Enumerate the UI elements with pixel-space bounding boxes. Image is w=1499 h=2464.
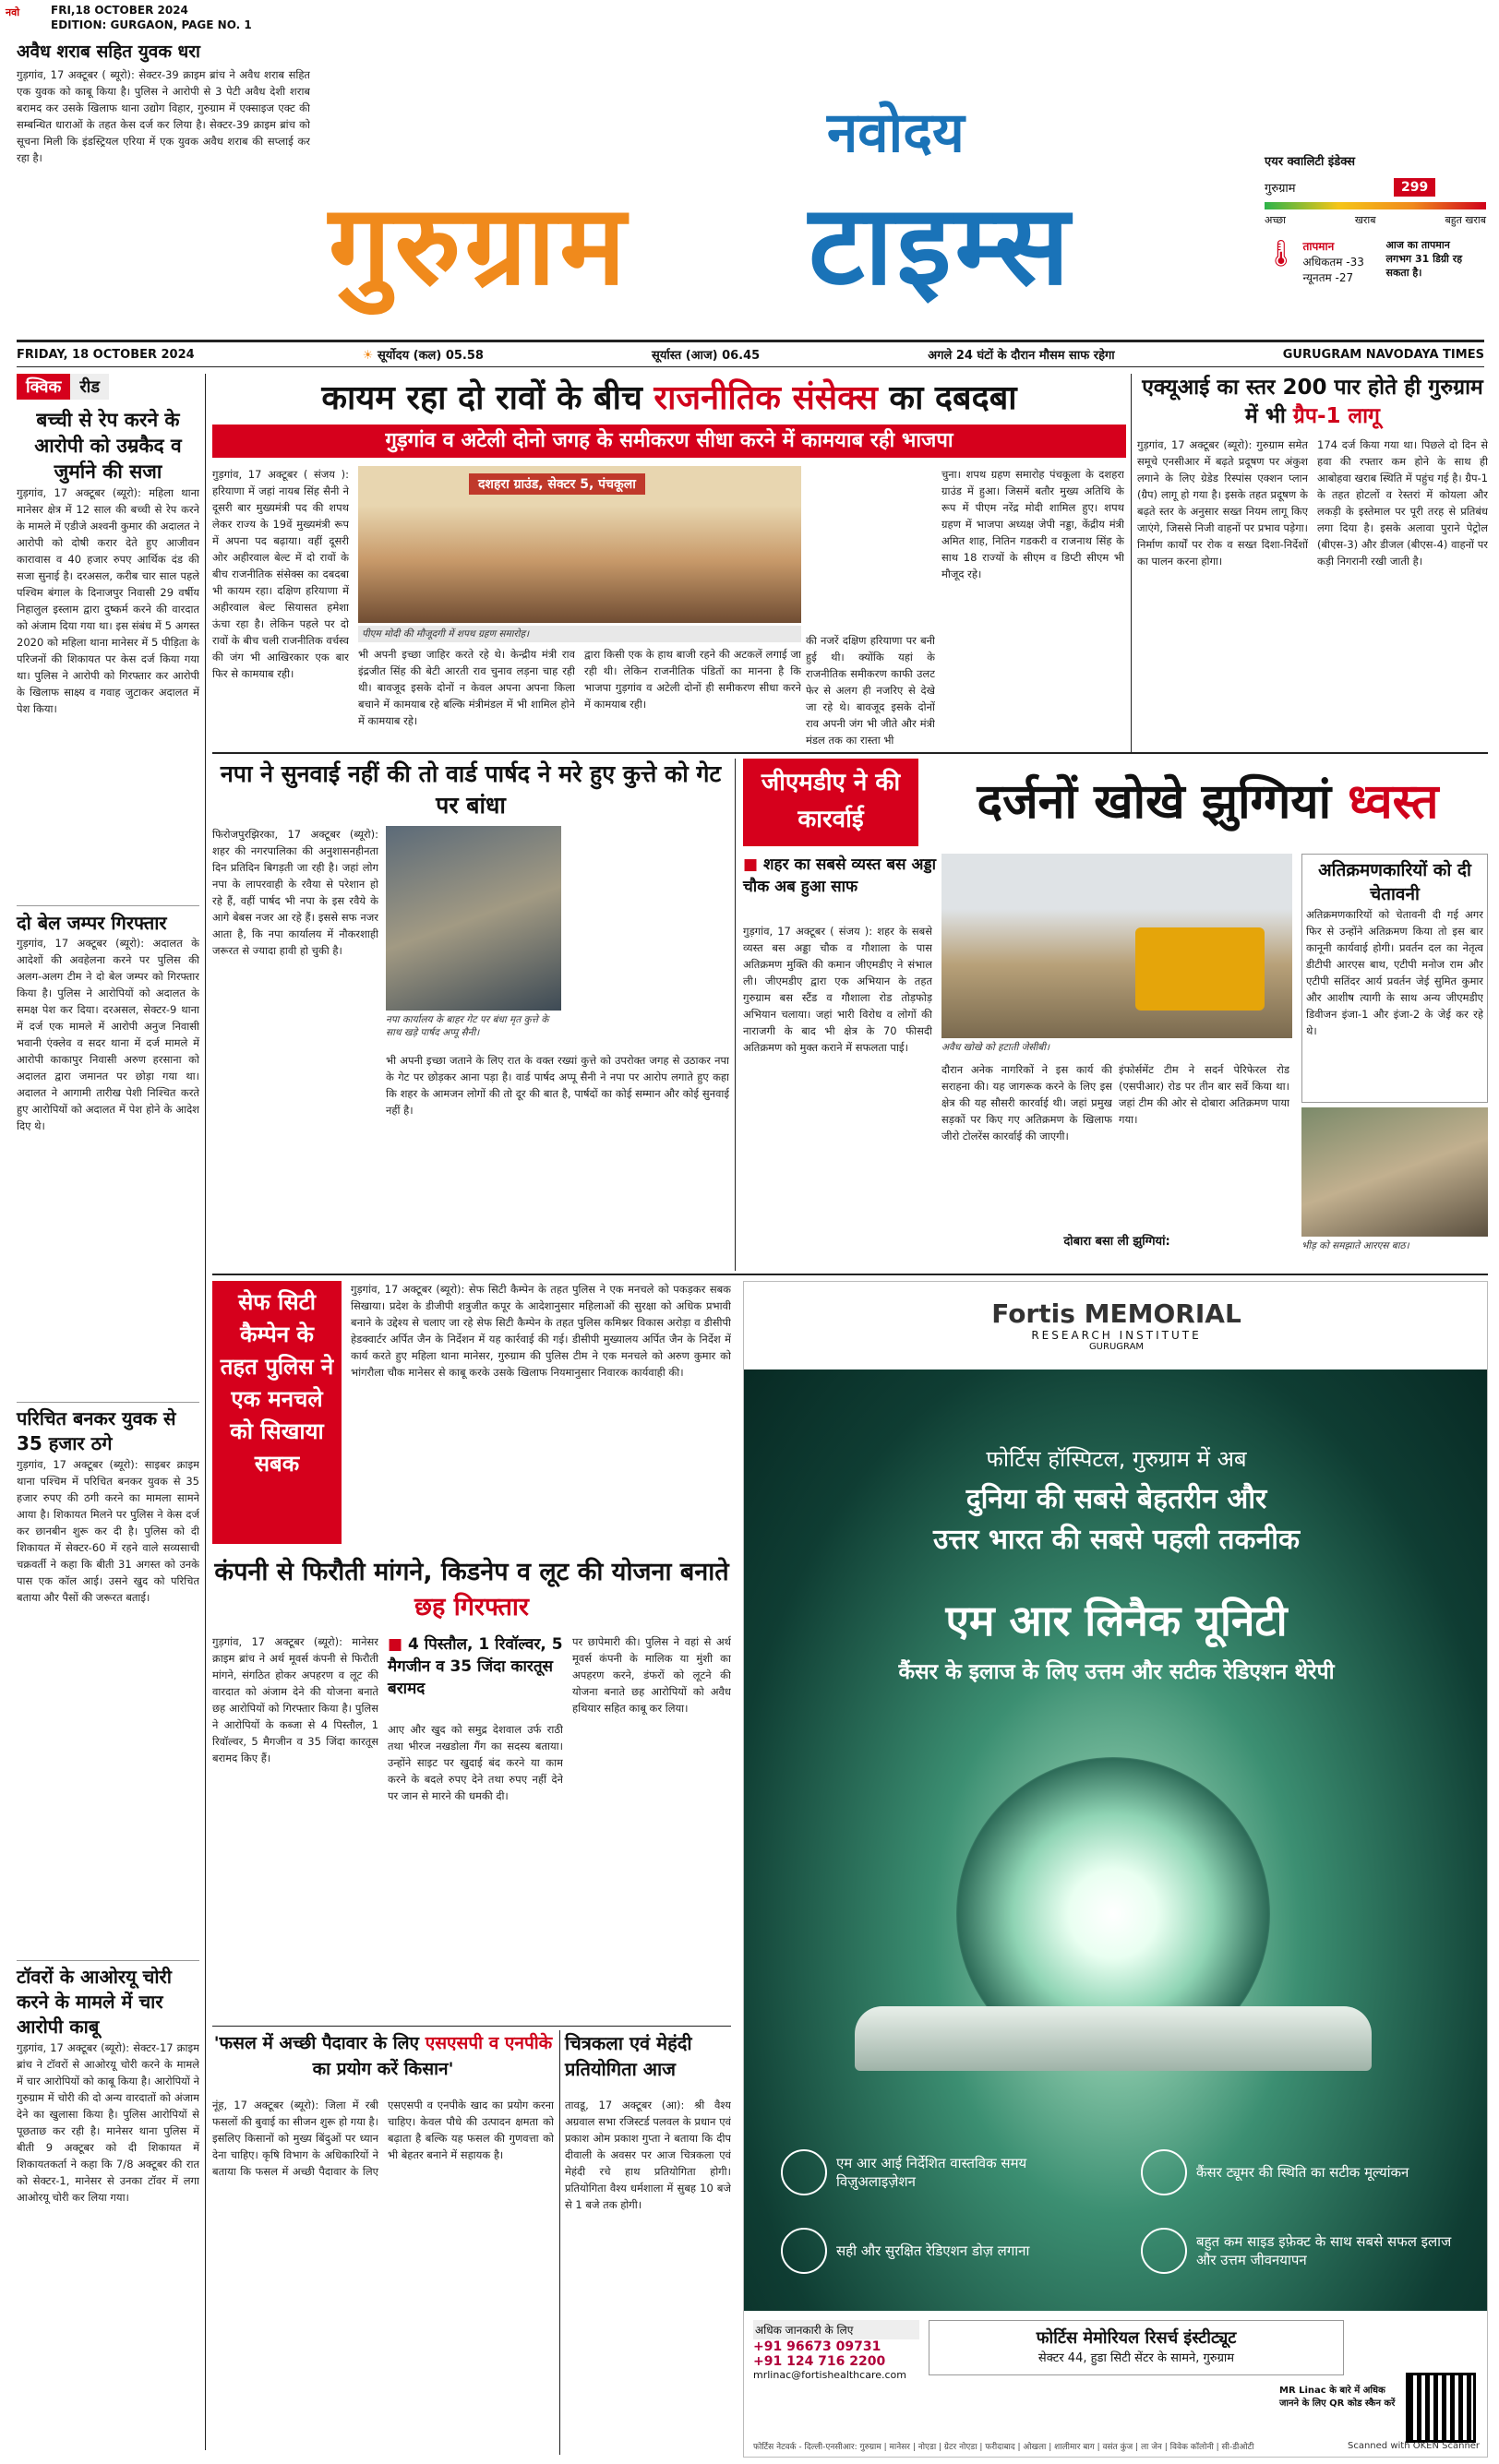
quick-s2-head: दो बेल जम्पर गिरफ्तार: [17, 905, 199, 935]
gmda-body2: दौरान अनेक नागरिकों ने इस कार्य की सराहना की। यह जागरूक करने के लिए इस क्षेत्र की यह सौसरी कारर्वाई थी। जहां प्रमुख सड़कों पर किए गए अतिक्रमण के खिलाफ जीरो टोलरेंस कारर्वाई की जाएगी।: [941, 1063, 1112, 1142]
safe-body: गुड़गांव, 17 अक्टूबर (ब्यूरो): सेफ सिटी कैम्पेन के तहत पुलिस ने एक मनचले को पकड़कर सबक सिखाया। प्रदेश के डीजीपी शत्रुजीत कपूर के आदेशानुसार महिलाओं की सुरक्षा को अधिक प्रभावी बनाने के उद्देश्य से चलाए जा रहे सेफ सिटी कैम्पेन के तहत पुलिस कमिश्नर विकास अरोड़ा व डीसीपी हेडक्वार्टर अर्पित जैन के निर्देशन में यह कार्रवाई की गई। डीसीपी मुख्यालय अर्पित जैन के निर्देश में कार्य करते हुए महिला थाना मानेसर, गुरुग्राम की पुलिस टीम ने एक मनचले को अरुण कुमार को भांगरौला चौक मानेसर से काबू करके उसके खिलाफ नियमानुसार निवारक कार्यवाही की।: [351, 1283, 731, 1379]
aqi-story-body2: 174 दर्ज किया गया था। पिछले दो दिन से हवा की रफ्तार कम होने के साथ ही आबोहवा खराब स्थिति में पहुंच गई है। ग्रैप-1 के तहत होटलों व रेस्तरां में कोयला और लकड़ी के इस्तेमाल पर पूरी तरह से प्रतिबंध लगा दिया है। इसके अलावा पुराने पेट्रोल (बीएस-3) और डीजल (बीएस-4) वाहनों पर कड़ी निगरानी रखी जाती है।: [1317, 438, 1488, 568]
sunset: सूर्यास्त (आज) 06.45: [652, 349, 761, 363]
lead-col3: द्वारा किसी एक के हाथ बाजी रहने की अटकलें लगाई जा रही थी। लेकिन राजनीतिक पंडितों का मानना है कि भाजपा गुड़गांव व अटेली दोनों ही समीकरण सीधा करने में कामयाब रही।: [584, 648, 801, 711]
masthead-title-right: टाइम्स: [809, 182, 1073, 310]
fortis-address: सेक्टर 44, हुडा सिटी सेंटर के सामने, गुरुग्राम: [1037, 2351, 1235, 2365]
brief-headline: अवैध शराब सहित युवक धरा: [17, 42, 200, 62]
aqi-legend-good: अच्छा: [1265, 214, 1287, 226]
aqi-story-body1: गुड़गांव, 17 अक्टूबर (ब्यूरो): गुरुग्राम समेत समूचे एनसीआर में बढ़ते प्रदूषण पर अंकुश लगाने के लिए ग्रेडेड रिस्पांस एक्शन प्लान (ग्रैप) लागू हो गया है। इसके तहत प्रदूषण के बढ़ते स्तर के अनुसार सख्त नियम लागू किए जाएंगे, जिससे निजी वाहनों पर प्रभाव पड़ेगा। निर्माण कार्यों पर रोक व सख्त दिशा-निर्देशों का पालन करना होगा।: [1137, 438, 1308, 568]
masthead: [310, 37, 1279, 332]
weather-note: आज का तापमान लगभग 31 डिग्री रह सकता है।: [1385, 239, 1463, 279]
quick-s2-body: गुड़गांव, 17 अक्टूबर (ब्यूरो): अदालत के आदेशों की अवहेलना करने पर पुलिस की अलग-अलग टीम ने दो बेल जम्पर को गिरफ्तार किया है। पुलिस ने आरोपियों को अदालत के समक्ष पेश कर दिया। दरअसल, सेक्टर-9 थाना में दर्ज एक मामले में आरोपी अनुज निवासी भवानी एंक्लेव व सदर थाना में दर्ज मामले में आरोपी काकापुर निवासी अरुण हरसाना को अदालत द्वारा जमानत पर छोड़ा गया था। अदालत ने आगामी तारीख पेशी निश्चित करते हुए आरोपियों को अदालत में पेश होने के आदेश दिए थे।: [17, 937, 199, 1132]
lead-headline-c: का दबदबा: [889, 379, 1017, 417]
safe-box: सेफ सिटी कैम्पेन के तहत पुलिस ने एक मनचले को सिखाया सबक: [212, 1281, 342, 1544]
quick-s3-head: परिचित बनकर युवक से 35 हजार ठगे: [17, 1402, 199, 1456]
lead-headline: [212, 374, 1126, 424]
aqi-story-head: [1137, 374, 1488, 431]
fortis-ad: [743, 1281, 1488, 2458]
fortis-contact-label: अधिक जानकारी के लिए: [753, 2320, 919, 2339]
sun-icon: ☀: [362, 349, 374, 363]
napa-headline: नपा ने सुनवाई नहीं की तो वार्ड पार्षद ने मरे हुए कुत्ते को गेट पर बांधा: [220, 760, 722, 819]
quick-s3-body: गुड़गांव, 17 अक्टूबर (ब्यूरो): साइबर क्राइम थाना पश्चिम में परिचित बनकर युवक से 35 हजार रुपए की ठगी करने का मामला सामने आया है। शिकायत मिलने पर पुलिस ने केस दर्ज कर छानबीन शुरू कर दी है। पुलिस को दी शिकायत में सेक्टर-60 में रहने वाले सव्यसाची चक्रवर्ती ने कहा कि बीती 31 अगस्त को उनके पास एक कॉल आई। उसने खुद को परिचित बताया और पैसों की जरूरत बताई।: [17, 1458, 199, 1604]
gmda-sub-text: शहर का सबसे व्यस्त बस अड्डा चौक अब हुआ साफ: [743, 855, 937, 896]
gmda-headline-b: ध्वस्त: [1348, 774, 1439, 830]
farm-headline-c: का प्रयोग करें किसान': [312, 2059, 454, 2079]
col-rule-3: [735, 759, 736, 1271]
fortis-feature-1-text: एम आर आई निर्देशित वास्तविक समय विज़ुअलाइज़ेशन: [836, 2155, 1027, 2190]
fortis-phone2[interactable]: +91 124 716 2200: [753, 2354, 886, 2369]
aqi-bar: [1265, 202, 1486, 209]
farm-body: नूंह, 17 अक्टूबर (ब्यूरो): जिला में रबी फसलों की बुवाई का सीजन शुरू हो गया है। इसलिए किसानों को मुख्य बिंदुओं पर ध्यान देना चाहिए। कृषि विभाग के अधिकारियों ने बताया कि फसल में अच्छी पैदावार के लिए एसएसपी व एनपीके खाद का प्रयोग करना चाहिए। केवल पौधे की उत्पादन क्षमता को बढ़ाता है बल्कि यह फसल की गुणवत्ता को भी बेहतर बनाने में सहायक है।: [212, 2099, 554, 2178]
fortis-footer: [744, 2311, 1488, 2458]
aqi-city: गुरुग्राम: [1265, 182, 1296, 196]
hrule-2: [212, 1274, 1488, 1275]
top-edition: EDITION: GURGAON, PAGE NO. 1: [51, 18, 252, 31]
fortis-brand: Fortis MEMORIAL: [991, 1298, 1241, 1329]
aqi-legend-verybad: बहुत खराब: [1445, 214, 1486, 226]
quick-tag-b: रीड: [70, 374, 109, 400]
brief-body: गुड़गांव, 17 अक्टूबर ( ब्यूरो): सेक्टर-39 क्राइम ब्रांच ने अवैध शराब सहित एक युवक को काबू किया है। पुलिस ने आरोपी से 3 पेटी अवैध देशी शराब बरामद कर उसके खिलाफ थाना उद्योग विहार, गुरुग्राम में एक्साइज एक्ट की सम्बन्धित धाराओं के तहत केस दर्ज कर लिया है। सेक्टर-39 क्राइम ब्रांच को सूचना मिली कि इंडस्ट्रियल एरिया में एक युवक अवैध शराब की सप्लाई कर रहा है।: [17, 68, 310, 164]
masthead-title-left: गुरुग्राम: [329, 182, 630, 310]
fortis-feature-2: [1141, 2145, 1455, 2200]
napa-body2: भी अपनी इच्छा जताने के लिए रात के वक्त रख्यां कुत्ते को उपरोक्त जगह से उठाकर नपा के गेट पर छोड़कर आना पड़ा है। वार्ड पार्षद अप्पू सैनी ने नपा पर आरोप लगाते हुए कहा कि शहर के आमजन लोगों की तो दूर की बात है, पार्षदों का कोई सम्मान और कोई सुनवाई नहीं है।: [386, 1054, 729, 1117]
fortis-inst: फोर्टिस मेमोरियल रिसर्च इंस्टीट्यूट: [1036, 2328, 1237, 2348]
kidnap-body3: पर छापेमारी की। पुलिस ने वहां से अर्थ मूवर्स कंपनी के मालिक या मुंशी का अपहरण करने, डंफरों को लूटने की योजना बनाते छह आरोपियों को अवैध हथियार सहित काबू कर लिया।: [572, 1635, 731, 1715]
bullet-icon: ■: [743, 855, 759, 874]
kidnap-body2: आए और खुद को समुद्र देशवाल उर्फ राठी तथा भीरज नखडोला गैंग का सदस्य बताया। उन्होंने साइट पर खुदाई बंद करने या काम करने के बदले रुपए देने तथा रुपए नहीं देने पर जान से मारने की धमकी दी।: [388, 1723, 563, 1802]
kidnap-headline-b: छह गिरफ्तार: [414, 1593, 529, 1621]
fortis-email[interactable]: mrlinac@fortishealthcare.com: [753, 2369, 906, 2381]
gmda-body1: गुड़गांव, 17 अक्टूबर ( संजय ): शहर के सबसे व्यस्त बस अड्डा चौक व गौशाला के पास अतिक्रमण मुक्ति की कमान जीएमडीए ने संभाल ली। जीएमडीए द्वारा एक अभियान के तहत गुरुग्राम बस स्टैंड व गौशाला रोड तोड़फोड़ अभियान चलाया। जहां भारी विरोध व लोगों की नाराजगी के बाद भी क्षेत्र के 70 फीसदी अतिक्रमण को मुक्त कराने में सफलता पाई।: [743, 925, 932, 1054]
thermometer-icon: 🌡: [1265, 238, 1298, 269]
gmda-caption-left: अवैध खोखे को हटाती जेसीबी।: [941, 1042, 1049, 1053]
aqi-label: एयर क्वालिटी इंडेक्स: [1265, 155, 1356, 169]
quick-s1-body: गुड़गांव, 17 अक्टूबर (ब्यूरो): महिला थाना मानेसर क्षेत्र में 12 साल की बच्ची से रेप करने के मामले में एडीजे अश्वनी कुमार की अदालत ने आरोपी को दोषी करार देते हुए आजीवन कारावास व 40 हजार रुपए आर्थिक दंड की सजा सुनाई है। दरअसल, करीब चार साल पहले पश्चिम बंगाल के दिनाजपुर निवासी 29 वर्षीय निहालुल इस्लाम द्वारा दुष्कर्म करने की वारदात को अंजाम दिया गया था। इस संबंध में 5 अगस्त 2020 को महिला थाना मानेसर में 5 पीड़िता के परिजनों की शिकायत पर केस दर्ज किया गया था। पुलिस ने आरोपी को गिरफ्तार कर आरोपी के खिलाफ साक्ष्य व गवाह जुटाकर अदालत में पेश किया।: [17, 486, 199, 715]
fortis-line3: उत्तर भारत की सबसे पहली तकनीक: [932, 1524, 1301, 1556]
lead-headline-b: राजनीतिक संसेक्स: [654, 379, 878, 417]
gmda-photo-left: [941, 854, 1292, 1038]
fortis-inst-box: [929, 2320, 1344, 2375]
top-date: FRI,18 OCTOBER 2024: [51, 4, 188, 17]
fortis-brand-sub: RESEARCH INSTITUTE: [1031, 1329, 1202, 1342]
lead-col1: गुड़गांव, 17 अक्टूबर ( संजय ): हरियाणा में जहां नायब सिंह सैनी ने दूसरी बार मुख्यमंत्री पद की शपथ लेकर राज्य के 19वें मुख्यमंत्री रूप में अपना पद बढ़ाया। वहीं दूसरी ओर अहीरवाल बेल्ट में दो रावों के बीच राजनीतिक संसेक्स का दबदबा भी कायम रहा। दक्षिण हरियाणा में अहीरवाल बेल्ट सियासत हमेशा ऊंचा रहा है। लेकिन पहले पर दो रावों के बीच चली राजनीतिक वर्चस्व की जंग भी आखिरकार एक बार फिर से कामयाब रही।: [212, 468, 349, 680]
logo-small: नवो: [6, 6, 20, 18]
mri-icon: [781, 2149, 827, 2195]
gmda-side-box: [1301, 854, 1488, 1103]
kidnap-tag-text: 4 पिस्तौल, 1 रिवॉल्वर, 5 मैगजीन व 35 जिंदा कारतूस बरामद: [388, 1635, 563, 1698]
col-rule-2: [1131, 374, 1132, 752]
kidnap-tag: [388, 1633, 563, 1716]
mehndi-headline: चित्रकला एवं मेहंदी प्रतियोगिता आज: [565, 2032, 692, 2080]
mehndi-body: तावडू, 17 अक्टूबर (आ): श्री वैश्य अग्रवाल सभा रजिस्टर्ड पलवल के प्रधान एवं प्रकाश ओम प्रकाश गुप्ता ने बताया कि दीप दीवाली के अवसर पर आज चित्रकला एवं मेहंदी रचे हाथ प्रतियोगिता होगी। प्रतियोगिता वैश्य धर्मशाला में सुबह 10 बजे से 1 बजे तक होगी।: [565, 2099, 731, 2211]
dateline-right: GURUGRAM NAVODAYA TIMES: [1282, 347, 1484, 362]
aqi-story: [1137, 374, 1488, 752]
napa-body1: फिरोजपुरझिरका, 17 अक्टूबर (ब्यूरो): शहर की नगरपालिका की अनुशासनहीनता दिन प्रतिदिन बिगड़ती जा रही है। जहां लोग नपा के लापरवाही के रवैया से परेशान हो रहे हैं, वहीं पार्षद भी नपा के इस रवैये के आगे बेबस नजर आ रहे हैं। इससे सफ नजर आता है, कि नपा कार्यालय में नौकरशाही जरूरत से ज्यादा हावी हो चुकी है।: [212, 828, 378, 957]
aqi-story-head-a: एक्यूआई का स्तर 200 पार होते ही गुरुग्राम में भी: [1142, 376, 1483, 428]
fortis-subtitle: कैंसर के इलाज के लिए उत्तम और सटीक रेडिएशन थेरेपी: [898, 1660, 1335, 1684]
farm-headline-a: 'फसल में अच्छी पैदावार के लिए: [213, 2033, 420, 2053]
tumor-icon: [1141, 2149, 1187, 2195]
lead-col5: चुना। शपथ ग्रहण समारोह पंचकूला के दशहरा ग्राउंड में हुआ। जिसमें बतौर मुख्य अतिथि के रूप में पीएम नरेंद्र मोदी शामिल हुए। शपथ ग्रहण में भाजपा अध्यक्ष जेपी नड्डा, केंद्रीय मंत्री अमित शाह, नितिन गडकरी व राजनाथ सिंह के साथ 18 राज्यों के सीएम व डिप्टी सीएम भी मौजूद रहे।: [941, 468, 1124, 580]
fortis-line1: फोर्टिस हॉस्पिटल, गुरुग्राम में अब: [986, 1446, 1247, 1472]
gmda-sub: [743, 854, 937, 918]
fortis-title: एम आर लिनैक यूनिटी: [945, 1596, 1288, 1645]
gmda-headline-a: दर्जनों खोखे झुग्गियां: [977, 774, 1332, 830]
gmda-headline: [928, 759, 1488, 846]
temp-min: न्यूनतम -27: [1302, 271, 1354, 284]
col-rule-4: [559, 2030, 560, 2455]
top-strip: [0, 0, 1499, 37]
lead-photo-banner: दशहरा ग्राउंड, सेक्टर 5, पंचकूला: [469, 473, 645, 495]
hrule-3: [212, 2026, 731, 2027]
kidnap-body1: गुड़गांव, 17 अक्टूबर (ब्यूरो): मानेसर क्राइम ब्रांच ने अर्थ मूवर्स कंपनी से फिरौती मांगने, संगठित होकर अपहरण व लूट की वारदात को अंजाम देने की योजना बनाते छह आरोपियों को गिरफ्तार किया है। पुलिस ने आरोपियों के कब्जा से 4 पिस्तौल, 1 रिवॉल्वर, 5 मैगजीन व 35 जिंदा कारतूस बरामद किए हैं।: [212, 1635, 378, 1764]
aqi-panel: [1265, 152, 1486, 328]
temp-max: अधिकतम -33: [1302, 256, 1364, 269]
sunrise: सूर्योदय (कल) 05.58: [377, 349, 484, 363]
napa-photo: [386, 826, 561, 1011]
fortis-hero: [744, 1370, 1488, 2311]
dateline-left: FRIDAY, 18 OCTOBER 2024: [17, 347, 195, 362]
fortis-feature-4: [1141, 2223, 1455, 2279]
lead-col4: की नजरें दक्षिण हरियाणा पर बनी हुई थी। क्योंकि यहां के राजनीतिक समीकरण काफी उलट फेर से अलग ही नजरिए से देखे जा रहे थे। बावजूद इसके दोनों राव अपनी जंग भी जीते और मंत्री मंडल तक का रास्ता भी: [806, 634, 935, 747]
lead-photo: [358, 466, 801, 623]
fortis-feature-3: [781, 2223, 1095, 2279]
gmda-body3: इंफोर्समेंट टीम ने सदर्न पेरिफेरल रोड (एसपीआर) रोड पर तीन बार सर्वे किया था। जहां टीम की ओर से दोबारा अतिक्रमण पाया गया।: [1119, 1063, 1289, 1126]
fortis-feature-1: [781, 2145, 1095, 2200]
brief-story: [17, 39, 310, 343]
fortis-brand-city: GURUGRAM: [1088, 1342, 1145, 1352]
qr-code[interactable]: [1409, 2375, 1473, 2440]
kidnap-headline: [212, 1555, 731, 1629]
fortis-feature-2-text: कैंसर ट्यूमर की स्थिति का सटीक मूल्यांकन: [1196, 2164, 1409, 2181]
masthead-small: नवोदय: [827, 101, 965, 165]
jcb-machine: [1135, 927, 1265, 1011]
gmda-caption-right: भीड़ को समझाते आरएस बाठ।: [1301, 1240, 1409, 1251]
lead-headline-a: कायम रहा दो रावों के बीच: [321, 379, 642, 417]
gmda-side-head: अतिक्रमणकारियों को दी चेतावनी: [1318, 860, 1471, 904]
quick-s4-body: गुड़गांव, 17 अक्टूबर (ब्यूरो): सेक्टर-17 क्राइम ब्रांच ने टॉवरों से आओरयू चोरी करने के मामले में चार आरोपियों को काबू किया है। आरोपियों ने गुरुग्राम में चोरी की दो अन्य वारदातों को अंजाम देने का खुलासा किया है। पुलिस आरोपियों से पूछताछ कर रही है। मानेसर थाना पुलिस में बीती 9 अक्टूबर को दी शिकायत में शिकायतकर्ता ने कहा कि 7/8 अक्टूबर की रात को सेक्टर-1, मानेसर से उनका टॉवर में लगा आओरयू चोरी कर लिया गया।: [17, 2041, 199, 2204]
lead-col2: भी अपनी इच्छा जाहिर करते रहे थे। केन्द्रीय मंत्री राव इंद्रजीत सिंह की बेटी आरती राव चुनाव लड़ना चाह रही थी। बावजूद इसके दोनों न केवल अपना अपना किला बचाने में कामयाब रहे बल्कि मंत्रीमंडल में भी शामिल होने में कामयाब रहे।: [358, 648, 575, 727]
aqi-value: 299: [1394, 178, 1435, 197]
hrule-1: [212, 752, 1488, 754]
quick-read-column: [17, 374, 199, 2459]
fortis-phone1[interactable]: +91 96673 09731: [753, 2339, 881, 2354]
fortis-logo: [744, 1282, 1488, 1370]
temp-label: तापमान: [1302, 240, 1335, 253]
kidnap-bullet-icon: ■: [388, 1635, 403, 1654]
lead-caption: पीएम मोदी की मौजूदगी में शपथ ग्रहण समारोह।: [358, 626, 801, 642]
column-rule: [205, 374, 206, 2450]
farm-headline: [212, 2030, 554, 2095]
napa-caption: नपा कार्यालय के बाहर गेट पर बंधा मृत कुत्ते के साथ खड़े पार्षद अप्पू सैनी।: [386, 1014, 549, 1038]
quick-s4-head: टॉवरों के आओरयू चोरी करने के मामले में चार आरोपी काबू: [17, 1960, 199, 2039]
lead-subhead: गुड़गांव व अटेली दोनो जगह के समीकरण सीधा करने में कामयाब रही भाजपा: [212, 425, 1126, 458]
gmda-side-body: अतिक्रमणकारियों को चेतावनी दी गई अगर फिर से उन्होंने अतिक्रमण किया तो इस बार कानूनी कार्यवाई होगी। प्रवर्तन दल का नेतृत्व डीटीपी आरएस बाथ, एटीपी मनोज राम और एटीपी सतिंदर आर्य प्रवर्तन जेई सुमित कुमार और आशीष त्यागी के साथ अन्य जीएमडीए डिवीजन इंजा-1 और इंजा-2 के जेई कर रहे थे।: [1306, 908, 1483, 1037]
quick-tag: [17, 374, 199, 400]
fortis-feature-4-text: बहुत कम साइड इफ़ेक्ट के साथ सबसे सफल इलाज और उत्तम जीवनयापन: [1196, 2233, 1452, 2268]
dose-icon: [781, 2228, 827, 2274]
heart-icon: [1141, 2228, 1187, 2274]
farm-headline-b: एसएसपी व एनपीके: [425, 2033, 553, 2053]
fortis-line2: दुनिया की सबसे बेहतरीन और: [965, 1483, 1267, 1515]
forecast: अगले 24 घंटों के दौरान मौसम साफ रहेगा: [928, 349, 1115, 363]
gmda-photo-right: [1301, 1107, 1488, 1237]
aqi-story-head-b: ग्रैप-1 लागू: [1292, 404, 1380, 428]
aqi-legend-bad: खराब: [1354, 214, 1376, 226]
quick-s1-head: बच्ची से रेप करने के आरोपी को उम्रकैद व जुर्माने की सजा: [34, 409, 182, 483]
fortis-network: फोर्टिस नेटवर्क - दिल्ली-एनसीआर: गुरुग्राम | मानेसर | नोएडा | ग्रेटर नोएडा | फरीदाबाद | ओखला | शालीमार बाग | वसंत कुंज | ला जेन | विवेक कॉलोनी | सी-डीओटी: [753, 2443, 1254, 2452]
scanned-stamp: Scanned with OKEN Scanner: [1348, 2441, 1481, 2451]
quick-tag-a: क्विक: [17, 374, 70, 400]
fortis-feature-3-text: सही और सुरक्षित रेडिएशन डोज़ लगाना: [836, 2243, 1030, 2259]
fortis-qr-label: MR Linac के बारे में अधिक जानने के लिए QR कोड स्कैन करें: [1279, 2386, 1396, 2409]
gmda-footer: दोबारा बसा ली झुग्गियां:: [1063, 1235, 1170, 1249]
dateline-bar: [17, 340, 1484, 367]
gmda-tag: जीएमडीए ने की कारर्वाई: [743, 759, 918, 846]
kidnap-headline-a: कंपनी से फिरौती मांगने, किडनेप व लूट की योजना बनाते: [214, 1558, 729, 1586]
mri-bed: [855, 2006, 1372, 2071]
fortis-contact: [753, 2320, 919, 2381]
